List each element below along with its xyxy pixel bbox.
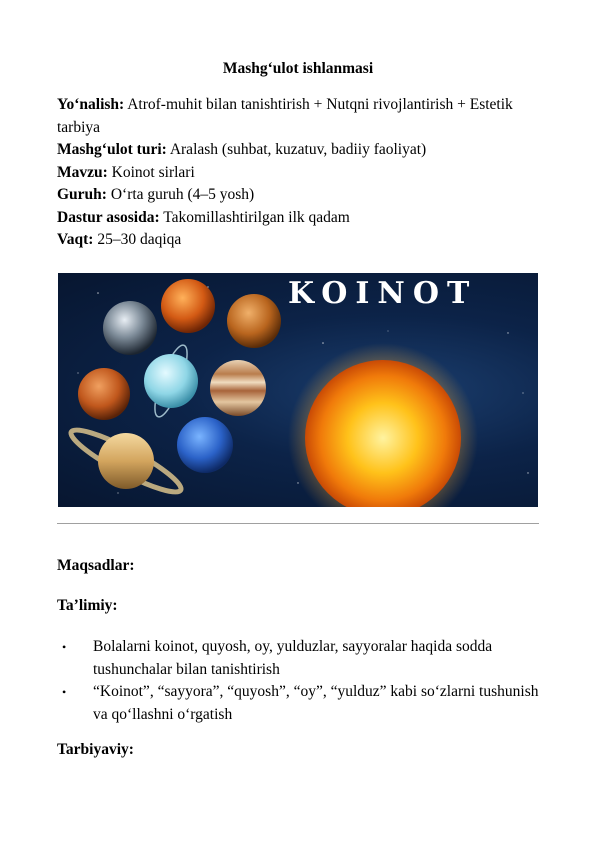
info-value: Koinot sirlari — [111, 163, 195, 181]
info-label: Guruh: — [57, 186, 107, 203]
list-item-text: “Koinot”, “sayyora”, “quyosh”, “oy”, “yulduz” kabi so‘zlarni tushunish va qo‘llashni o‘rgatish — [93, 683, 539, 723]
list-item — [57, 636, 539, 681]
info-value: O‘rta guruh (4–5 yosh) — [110, 186, 255, 203]
section-educational-heading: Ta’limiy: — [57, 597, 118, 614]
info-label: Yo‘nalish: — [57, 96, 125, 113]
info-value: 25–30 daqiqa — [97, 231, 182, 248]
section-upbringing-heading: Tarbiyaviy: — [57, 741, 134, 758]
info-group — [57, 184, 539, 207]
horizontal-divider — [57, 523, 539, 524]
info-label: Mavzu: — [57, 163, 108, 181]
info-topic — [57, 162, 539, 185]
educational-list — [57, 636, 539, 726]
list-item — [57, 681, 539, 726]
info-label: Vaqt: — [57, 231, 94, 248]
info-value: Atrof-muhit bilan tanishtirish + Nutqni rivojlantirish + Estetik tarbiya — [57, 96, 513, 136]
info-label: Mashg‘ulot turi: — [57, 141, 167, 158]
section-goals-heading: Maqsadlar: — [57, 557, 135, 574]
info-label: Dastur asosida: — [57, 208, 160, 226]
planets-illustration — [58, 273, 538, 507]
info-time — [57, 229, 539, 252]
bullet-icon: • — [62, 685, 67, 699]
info-block — [57, 94, 539, 252]
space-banner-image — [58, 273, 538, 507]
info-direction — [57, 94, 539, 139]
info-value: Takomillashtirilgan ilk qadam — [163, 208, 350, 226]
bullet-icon: • — [62, 640, 67, 654]
banner-title: KOINOT — [288, 276, 478, 311]
document-title: Mashg‘ulot ishlanmasi — [222, 60, 374, 77]
list-item-text: Bolalarni koinot, quyosh, oy, yulduzlar, sayyoralar haqida sodda tushunchalar bilan tanishtirish — [93, 638, 493, 678]
info-value: Aralash (suhbat, kuzatuv, badiiy faoliyat) — [169, 141, 427, 158]
info-program — [57, 207, 539, 230]
info-lesson-type — [57, 139, 539, 162]
